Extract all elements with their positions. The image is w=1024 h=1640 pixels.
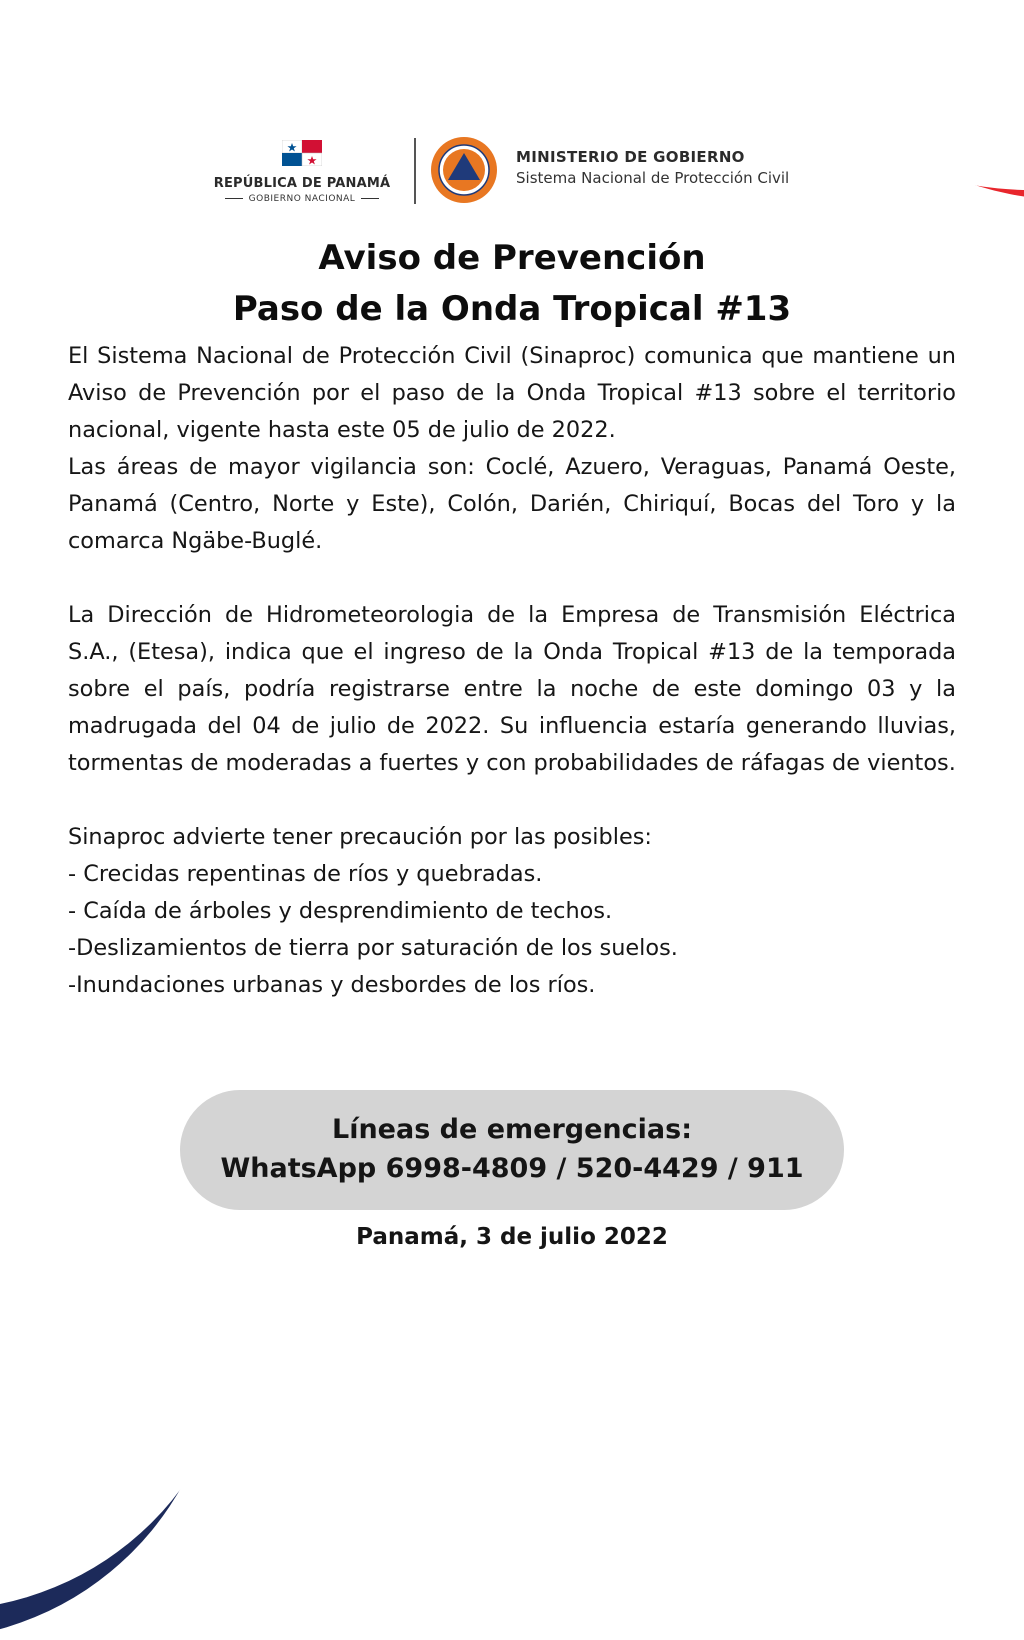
notice-title: Aviso de Prevención <box>318 238 706 278</box>
notice-body <box>68 338 956 1004</box>
civil-protection-seal-icon <box>430 136 498 204</box>
precaution-item: -Deslizamientos de tierra por saturación de los suelos. <box>68 935 678 961</box>
paragraph-announcement: El Sistema Nacional de Protección Civil (Sinaproc) comunica que mantiene un Aviso de Prevención por el paso de la Onda Tropical #13 sobre el territorio nacional, vigente hasta este 05 de julio de 2022. <box>68 343 956 443</box>
notice-subtitle: Paso de la Onda Tropical #13 <box>232 289 792 329</box>
ministry-logo <box>516 148 789 187</box>
issue-date: Panamá, 3 de julio 2022 <box>356 1224 668 1250</box>
logo-divider <box>414 138 416 204</box>
paragraph-areas: Las áreas de mayor vigilancia son: Coclé, Azuero, Veraguas, Panamá Oeste, Panamá (Centro, Norte y Este), Colón, Darién, Chiriquí, Bocas del Toro y la comarca Ngäbe-Buglé. <box>68 454 956 554</box>
government-name: REPÚBLICA DE PANAMÁ <box>213 176 391 191</box>
header-logos <box>0 136 1024 216</box>
government-subtitle: GOBIERNO NACIONAL <box>204 194 400 204</box>
government-logo <box>204 140 400 204</box>
precaution-item: - Caída de árboles y desprendimiento de techos. <box>68 898 613 924</box>
paragraph-forecast: La Dirección de Hidrometeorologia de la Empresa de Transmisión Eléctrica S.A., (Etesa), indica que el ingreso de la Onda Tropical #13 de la temporada sobre el país, podría registrarse entre la noche de este domingo 03 y la madrugada del 04 de julio de 2022. Su influencia estaría generando lluvias, tormentas de moderadas a fuertes y con probabilidades de ráfagas de vientos. <box>68 602 956 776</box>
emergency-phones: WhatsApp 6998-4809 / 520-4429 / 911 <box>220 1153 804 1184</box>
panama-flag-icon <box>282 140 322 166</box>
precaution-item: -Inundaciones urbanas y desbordes de los ríos. <box>68 972 596 998</box>
emergency-title: Líneas de emergencias: <box>331 1114 692 1145</box>
ministry-name: MINISTERIO DE GOBIERNO <box>516 148 745 166</box>
emergency-lines-box <box>180 1090 844 1210</box>
precautions-intro: Sinaproc advierte tener precaución por las posibles: <box>68 824 652 850</box>
paragraph-spacer <box>68 782 956 819</box>
system-name: Sistema Nacional de Protección Civil <box>516 169 790 187</box>
precaution-item: - Crecidas repentinas de ríos y quebradas. <box>68 861 543 887</box>
paragraph-spacer <box>68 560 956 597</box>
